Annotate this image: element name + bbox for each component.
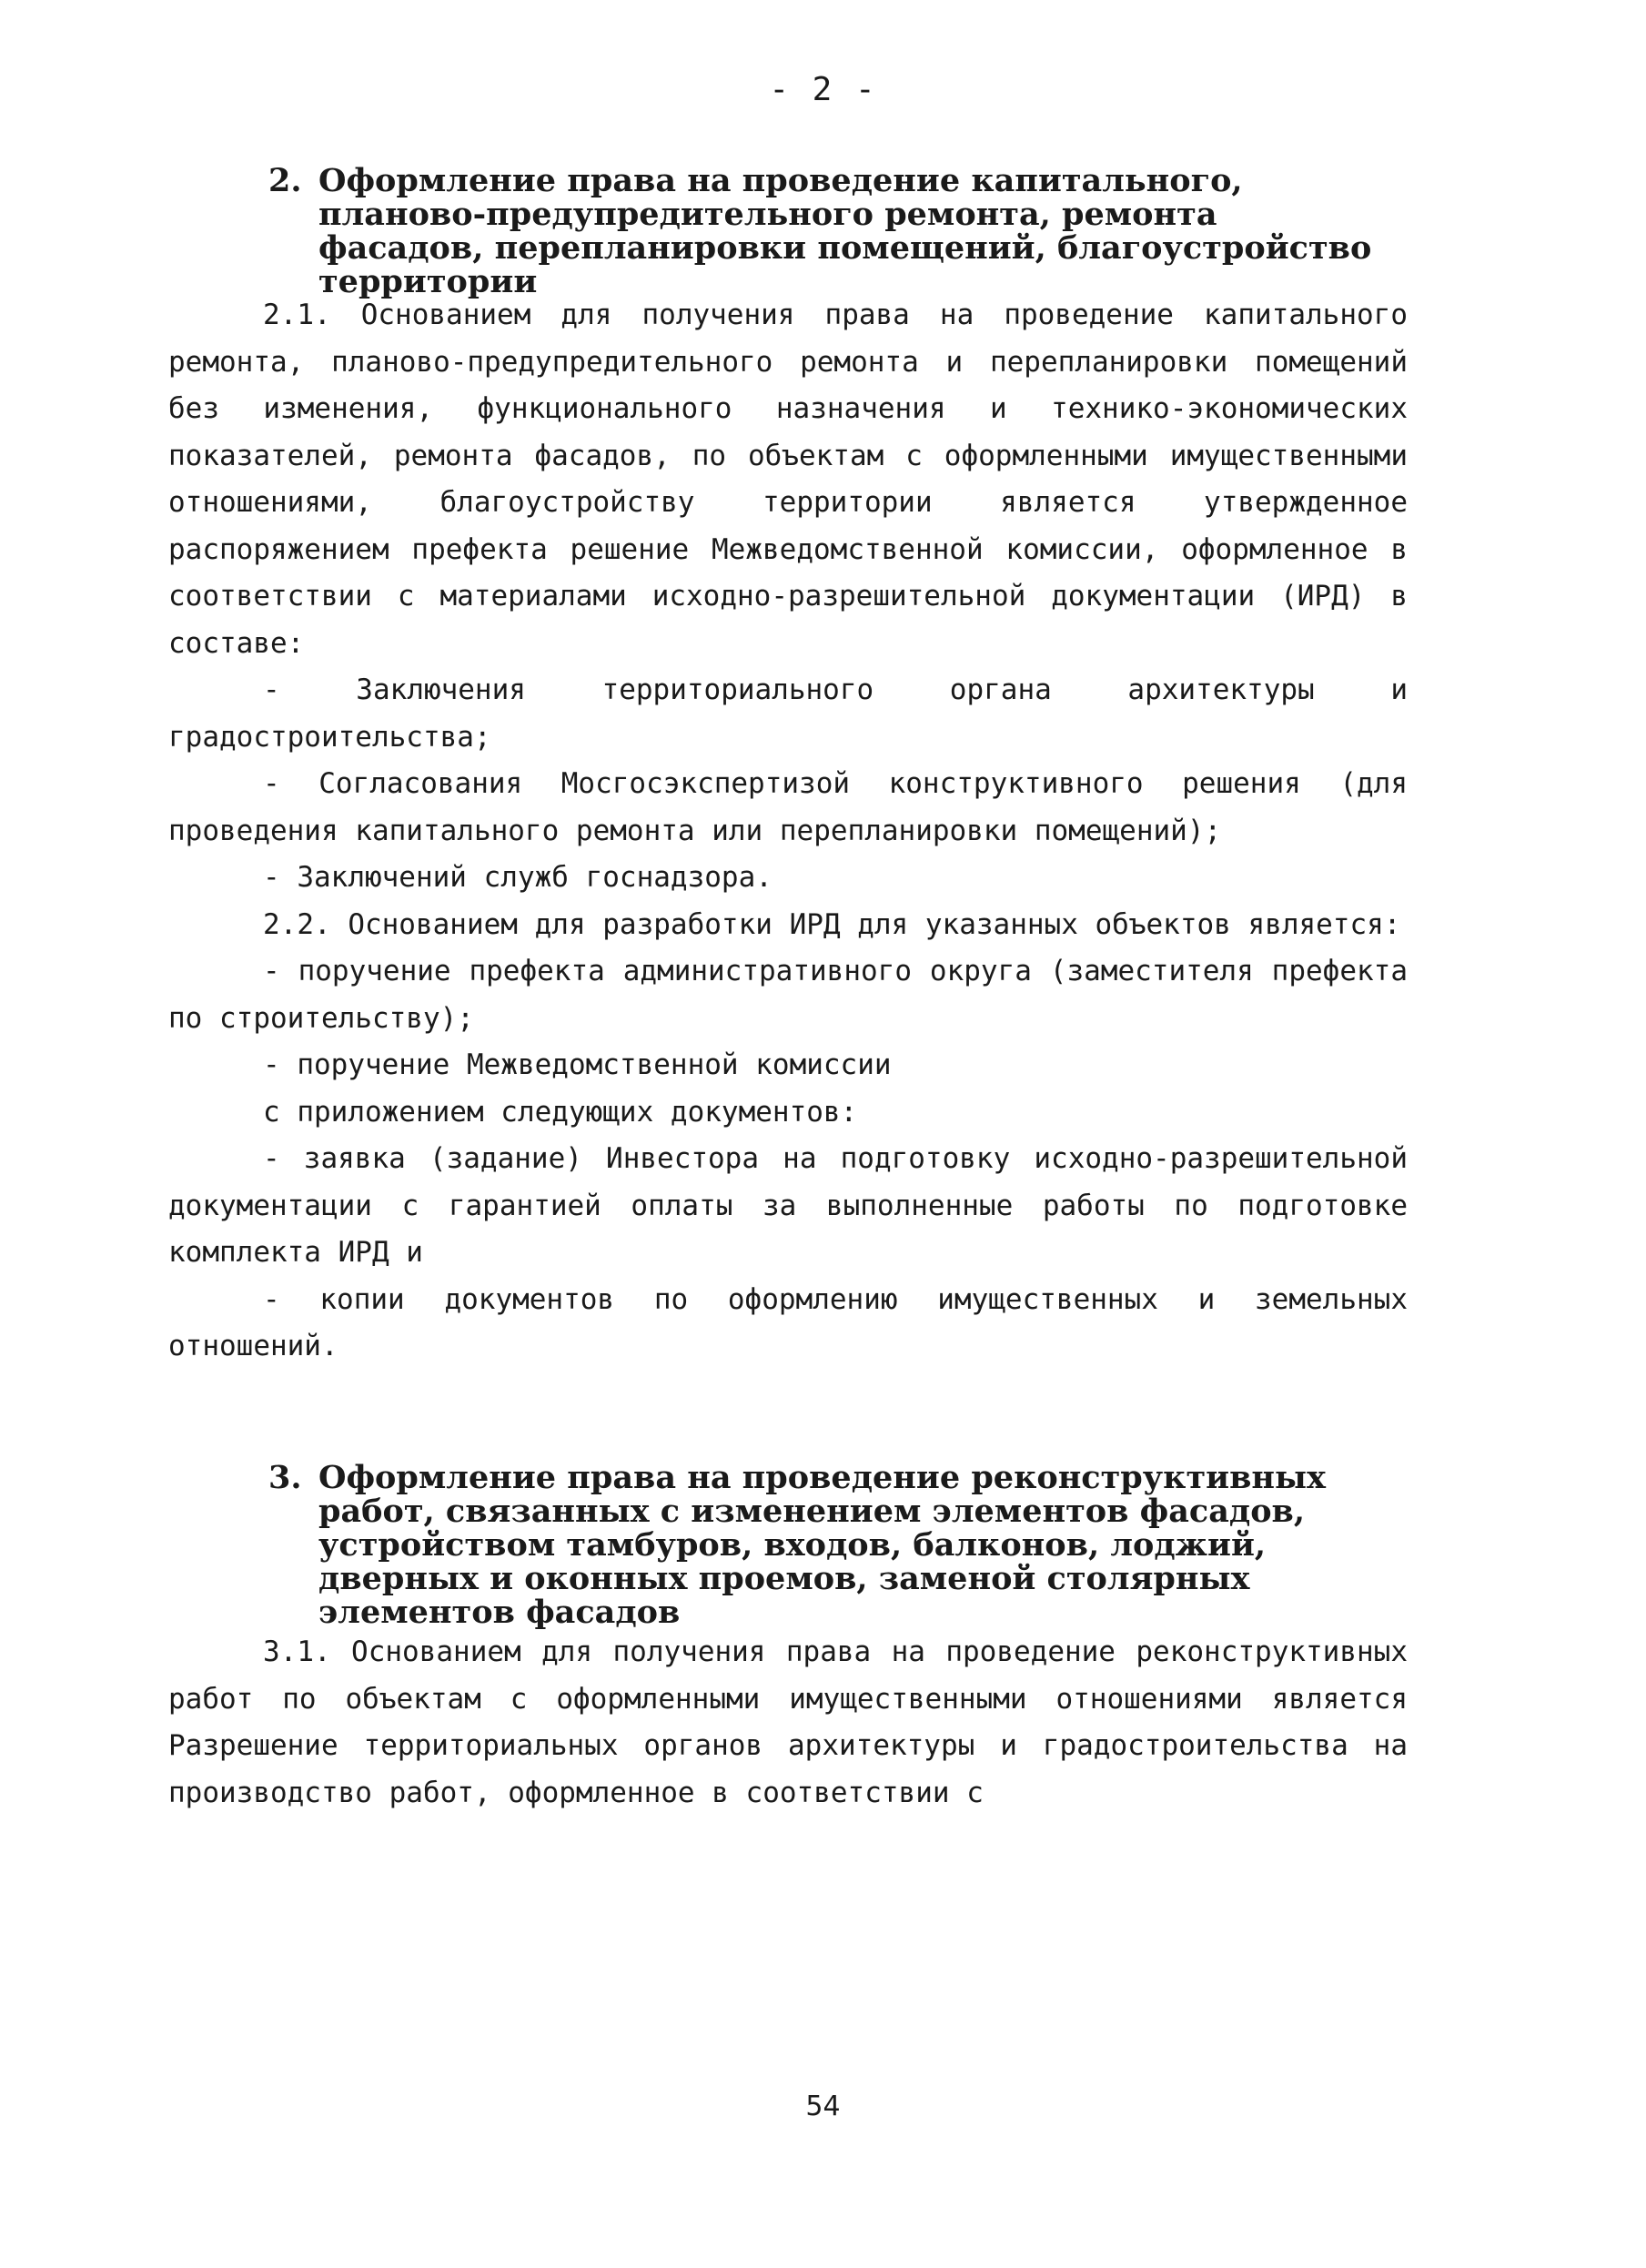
paragraph-3-1: 3.1. Основанием для получения права на проведение реконструктивных работ по объектам с оформленными имущественными отношениями является Разрешение территориальных органов архитектуры и градостроительства на производство работ, оформленное в соответствии с [168,1635,1408,1809]
list-item: - Согласования Мосгосэкспертизой конструктивного решения (для проведения капитального ремонта или перепланировки помещений); [168,767,1408,847]
list-item: - поручение префекта административного округа (заместителя префекта по строительству); [168,955,1408,1035]
paragraph-2-1: 2.1. Основанием для получения права на проведение капитального ремонта, планово-предупредительного ремонта и перепланировки помещений без изменения, функционального назначения и технико-экономических показателей, ремонта фасадов, по объектам с оформленными имущественными отношениями, благоустройству территории является утвержденное распоряжением префекта решение Межведомственной комиссии, оформленное в соответствии с материалами исходно-разрешительной документации (ИРД) в составе: [168,299,1408,660]
list-item: - Заключения территориального органа архитектуры и градостроительства; [168,673,1408,754]
list-item: - Заключений служб госнадзора. [263,861,773,894]
section-2-number: 2. [268,162,302,199]
list-item: - поручение Межведомственной комиссии [263,1048,892,1081]
section-3-number: 3. [268,1459,302,1496]
section-3-heading [268,1461,1388,1629]
list-intro: с приложением следующих документов: [263,1095,858,1129]
section-2-title: Оформление права на проведение капитального, планово-предупредительного ремонта, ремонта фасадов, перепланировки помещений, благоустройство территории [318,162,1372,300]
section-2-body [168,292,1408,1371]
section-2-heading [268,164,1388,299]
section-3-body [168,1629,1408,1817]
list-item: - копии документов по оформлению имущественных и земельных отношений. [168,1282,1408,1362]
page-header: - 2 - [769,71,877,108]
list-item: - заявка (задание) Инвестора на подготовку исходно-разрешительной документации с гарантией оплаты за выполненные работы по подготовке комплекта ИРД и [168,1142,1408,1269]
page-number: 54 [805,2091,841,2122]
paragraph-2-2: 2.2. Основанием для разработки ИРД для указанных объектов является: [263,907,1401,941]
section-3-title: Оформление права на проведение реконструктивных работ, связанных с изменением элементов фасадов, устройством тамбуров, входов, балконов, лоджий, дверных и оконных проемов, заменой столярных элементов фасадов [318,1459,1326,1631]
